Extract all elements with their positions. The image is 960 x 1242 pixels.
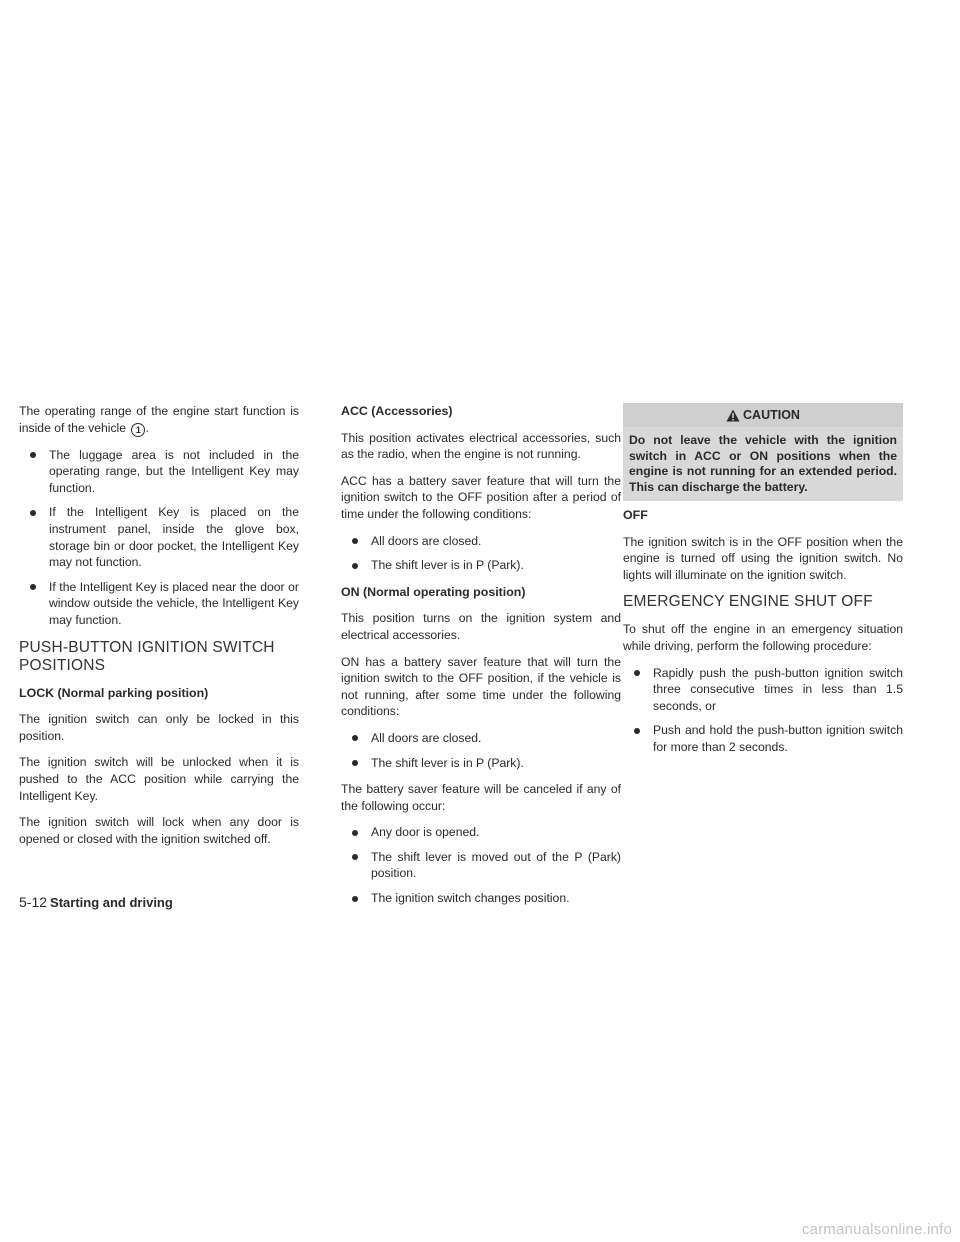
list-item [349, 755, 621, 772]
list-item [27, 504, 299, 570]
range-bullet-list [19, 447, 299, 629]
acc-heading: ACC (Accessories) [341, 404, 453, 418]
reference-circle-1: 1 [131, 423, 145, 437]
chapter-title: Starting and driving [50, 895, 173, 910]
list-item-text: All doors are closed. [371, 730, 482, 745]
bullet-dot-icon [352, 538, 358, 544]
bullet-dot-icon [30, 510, 36, 516]
bullet-dot-icon [352, 760, 358, 766]
column-right [623, 403, 903, 766]
lock-paragraph-3: The ignition switch will lock when any door is opened or closed with the ignition switched off. [19, 815, 299, 846]
list-item [27, 579, 299, 629]
lock-heading: LOCK (Normal parking position) [19, 685, 209, 700]
watermark[interactable]: carmanualsonline.info [801, 1221, 952, 1238]
off-paragraph: The ignition switch is in the OFF position when the engine is turned off using the ignition switch. No lights will illuminate on the ignition switch. [623, 534, 903, 582]
caution-header [623, 403, 903, 427]
caution-title: CAUTION [743, 407, 800, 422]
section-title-emergency: EMERGENCY ENGINE SHUT OFF [623, 593, 873, 611]
acc-paragraph-1: This position activates electrical accessories, such as the radio, when the engine is not running. [341, 430, 621, 462]
lock-paragraph-2: The ignition switch will be unlocked when it is pushed to the ACC position while carrying the Intelligent Key. [19, 755, 299, 803]
on-paragraph-1: This position turns on the ignition system and electrical accessories. [341, 611, 621, 642]
list-item [349, 824, 621, 841]
list-item [631, 665, 903, 715]
list-item-text: The shift lever is in P (Park). [371, 558, 524, 573]
bullet-dot-icon [352, 830, 358, 836]
list-item-text: Push and hold the push-button ignition switch for more than 2 seconds. [653, 723, 903, 754]
bullet-dot-icon [30, 584, 36, 590]
bullet-dot-icon [634, 728, 640, 734]
list-item-text: Rapidly push the push-button ignition switch three consecutive times in less than 1.5 seconds, or [653, 665, 903, 713]
on-paragraph-2: ON has a battery saver feature that will turn the ignition switch to the OFF position, if the vehicle is not running, after some time under the following conditions: [341, 654, 621, 719]
warning-triangle-icon [726, 409, 740, 422]
bullet-dot-icon [634, 670, 640, 676]
list-item [349, 557, 621, 574]
list-item [349, 890, 621, 907]
bullet-dot-icon [352, 896, 358, 902]
bullet-dot-icon [352, 735, 358, 741]
list-item-text: If the Intelligent Key is placed on the instrument panel, inside the glove box, storage bin or door pocket, the Intelligent Key may not function. [49, 505, 299, 570]
list-item-text: Any door is opened. [371, 825, 480, 840]
list-item-text: The ignition switch changes position. [371, 891, 570, 906]
list-item [349, 849, 621, 882]
page-number: 5-12 [19, 894, 48, 910]
caution-text: Do not leave the vehicle with the ignition switch in ACC or ON positions when the engine is not running for an extended period. This can discharge the battery. [629, 433, 897, 494]
column-middle [341, 403, 621, 917]
list-item [631, 722, 903, 755]
intro-end: . [145, 420, 149, 435]
emergency-bullet-list [623, 665, 903, 756]
section-title-ignition-positions: PUSH-BUTTON IGNITION SWITCH POSITIONS [19, 638, 275, 674]
list-item-text: If the Intelligent Key is placed near the door or window outside the vehicle, the Intelligent Key may function. [49, 579, 299, 627]
lock-paragraph-1: The ignition switch can only be locked in this position. [19, 712, 299, 743]
intro-paragraph [19, 403, 299, 437]
bullet-dot-icon [352, 854, 358, 860]
caution-box [623, 403, 903, 501]
intro-text: The operating range of the engine start function is inside of the vehicle [19, 404, 299, 435]
off-heading: OFF [623, 508, 648, 522]
cancel-bullet-list [341, 824, 621, 906]
acc-bullet-list [341, 533, 621, 574]
list-item-text: The luggage area is not included in the operating range, but the Intelligent Key may function. [49, 447, 299, 495]
page-footer [19, 894, 173, 910]
list-item [27, 447, 299, 497]
acc-paragraph-2: ACC has a battery saver feature that will turn the ignition switch to the OFF position after a period of time under the following conditions: [341, 473, 621, 521]
list-item-text: The shift lever is in P (Park). [371, 755, 524, 770]
bullet-dot-icon [30, 452, 36, 458]
list-item [349, 533, 621, 550]
column-left [19, 403, 299, 857]
cancel-paragraph: The battery saver feature will be canceled if any of the following occur: [341, 782, 621, 813]
list-item-text: All doors are closed. [371, 533, 482, 548]
on-bullet-list [341, 730, 621, 771]
emergency-paragraph: To shut off the engine in an emergency situation while driving, perform the following procedure: [623, 622, 903, 653]
list-item-text: The shift lever is moved out of the P (Park) position. [371, 849, 621, 881]
on-heading: ON (Normal operating position) [341, 584, 526, 599]
list-item [349, 730, 621, 747]
bullet-dot-icon [352, 563, 358, 569]
